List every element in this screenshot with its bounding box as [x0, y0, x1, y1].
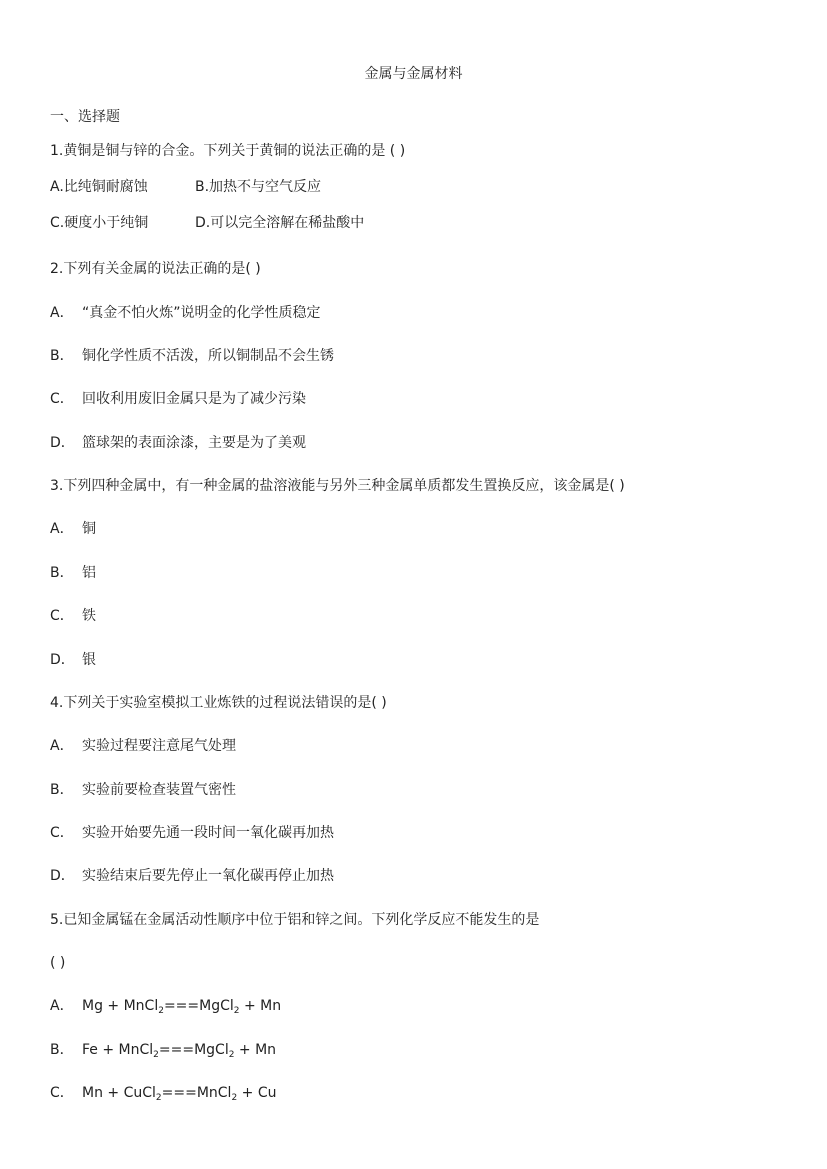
option-text: “真金不怕火炼”说明金的化学性质稳定 [82, 305, 321, 321]
question-3-stem: 3.下列四种金属中，有一种金属的盐溶液能与另外三种金属单质都发生置换反应，该金属是( ) [50, 478, 625, 494]
equation-part: Mg + MnCl [82, 998, 159, 1014]
question-5-option-a [50, 997, 281, 1015]
question-5-answer-paren: ( ) [50, 955, 66, 971]
equation-part: Fe + MnCl [82, 1042, 154, 1058]
question-1-options-row-1 [50, 178, 321, 196]
equation-part: ===MnCl [161, 1085, 232, 1101]
option-letter: D． [50, 435, 75, 451]
subscript: 2 [153, 1050, 159, 1060]
option-text: 铜化学性质不活泼，所以铜制品不会生锈 [82, 348, 334, 364]
question-4-option-a [50, 737, 236, 755]
option-letter: D． [50, 868, 75, 884]
question-2-option-c [50, 390, 306, 408]
question-1-option-a: A.比纯铜耐腐蚀 [50, 179, 148, 195]
equation-part: + Mn [234, 1042, 277, 1058]
option-text: 实验前要检查装置气密性 [82, 782, 236, 798]
question-4-option-d [50, 867, 334, 885]
question-5-option-b [50, 1041, 276, 1059]
question-4-option-c [50, 824, 334, 842]
option-text: 银 [82, 652, 96, 668]
option-letter: C． [50, 825, 74, 841]
option-letter: B． [50, 565, 74, 581]
equation-part: ===MgCl [158, 1042, 229, 1058]
option-letter: C． [50, 608, 74, 624]
question-1-option-b: B.加热不与空气反应 [195, 179, 322, 195]
option-text: 回收利用废旧金属只是为了减少污染 [82, 391, 306, 407]
option-letter: B． [50, 348, 74, 364]
question-4-option-b [50, 781, 236, 799]
question-3-option-d [50, 651, 96, 669]
subscript: 2 [231, 1093, 238, 1103]
subscript: 2 [233, 1006, 240, 1016]
document-title: 金属与金属材料 [364, 66, 463, 82]
equation-part: ===MgCl [163, 998, 234, 1014]
question-3-option-b [50, 564, 96, 582]
equation-part: Mn + CuCl [82, 1085, 156, 1101]
question-3-option-a [50, 520, 96, 538]
question-1-option-d: D.可以完全溶解在稀盐酸中 [195, 215, 365, 231]
option-text: 铝 [82, 565, 96, 581]
option-letter: A． [50, 305, 74, 321]
option-text: 实验结束后要先停止一氧化碳再停止加热 [82, 868, 334, 884]
question-1-option-c: C.硬度小于纯铜 [50, 215, 149, 231]
subscript: 2 [228, 1050, 235, 1060]
equation-part: + Cu [237, 1085, 277, 1101]
question-5-option-c [50, 1084, 276, 1102]
option-letter: A． [50, 521, 74, 537]
option-letter: B． [50, 1042, 74, 1058]
option-letter: B． [50, 782, 74, 798]
option-letter: A． [50, 738, 74, 754]
subscript: 2 [155, 1093, 162, 1103]
option-text: 实验过程要注意尾气处理 [82, 738, 236, 754]
option-text: 铁 [82, 608, 96, 624]
option-letter: C． [50, 391, 74, 407]
question-2-stem: 2.下列有关金属的说法正确的是( ) [50, 261, 261, 277]
option-letter: C． [50, 1085, 74, 1101]
option-text: 篮球架的表面涂漆，主要是为了美观 [82, 435, 306, 451]
question-1-stem: 1.黄铜是铜与锌的合金。下列关于黄铜的说法正确的是 ( ) [50, 143, 406, 159]
question-2-option-a [50, 304, 321, 322]
question-3-option-c [50, 607, 96, 625]
equation-part: + Mn [239, 998, 282, 1014]
section-heading: 一、选择题 [50, 109, 120, 125]
option-letter: D． [50, 652, 75, 668]
question-2-option-b [50, 347, 334, 365]
option-letter: A． [50, 998, 74, 1014]
question-4-stem: 4.下列关于实验室模拟工业炼铁的过程说法错误的是( ) [50, 695, 387, 711]
option-text: 铜 [82, 521, 96, 537]
subscript: 2 [158, 1006, 164, 1016]
option-text: 实验开始要先通一段时间一氧化碳再加热 [82, 825, 334, 841]
question-1-options-row-2 [50, 214, 364, 232]
question-2-option-d [50, 434, 306, 452]
question-5-stem: 5.已知金属锰在金属活动性顺序中位于铝和锌之间。下列化学反应不能发生的是 [50, 912, 540, 928]
